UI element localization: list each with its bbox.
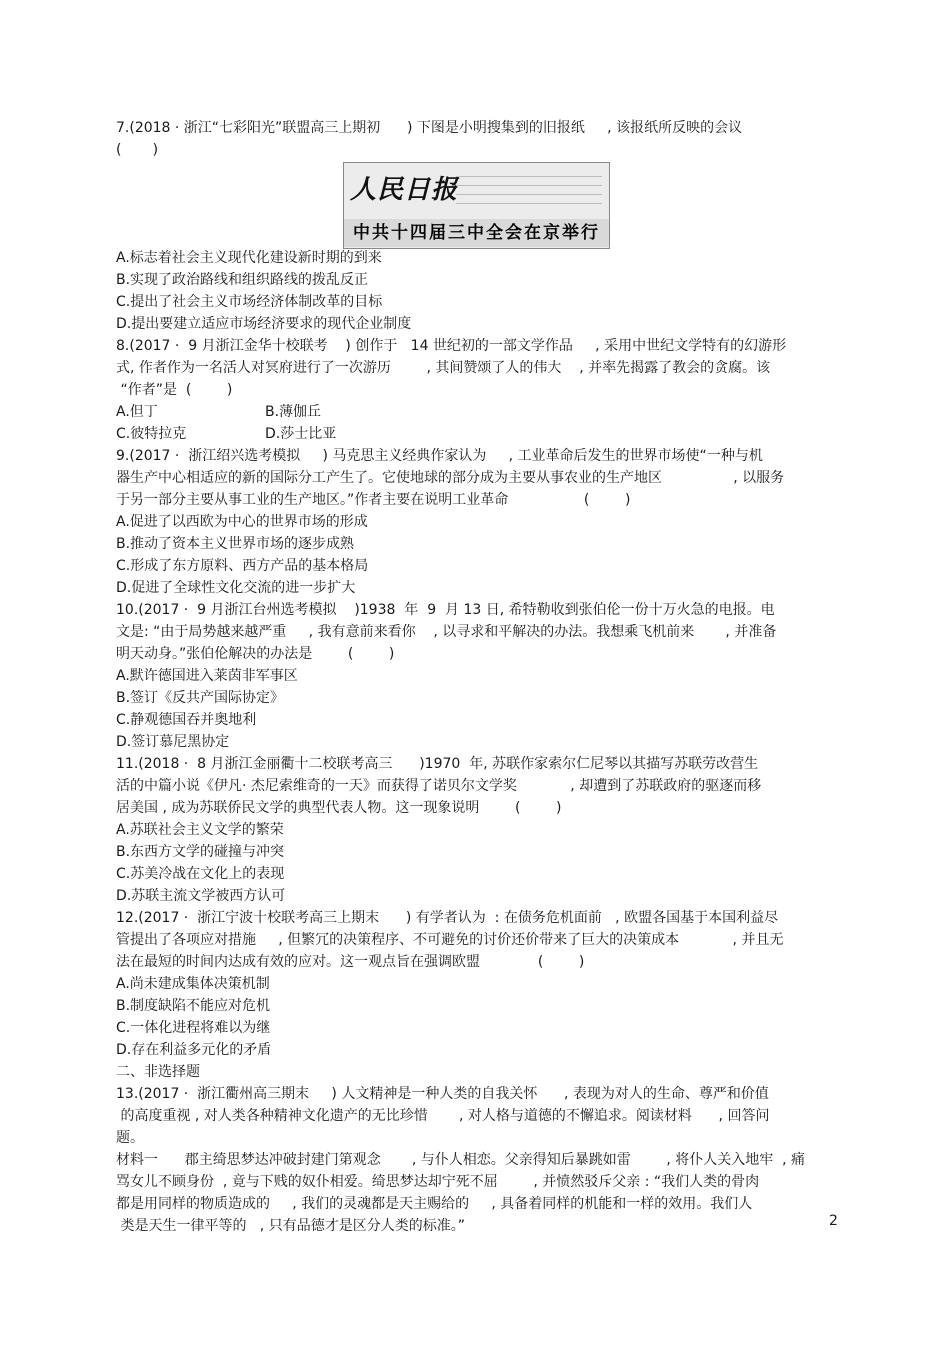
q13-stem-line-2: 的高度重视 , 对人类各种精神文化遗产的无比珍惜 , 对人格与道德的不懈追求。阅读材料 , 回答问 [116,1108,770,1124]
newspaper-masthead: 人民日报 [350,175,459,205]
q8-option-c: C.彼特拉克 [116,426,187,442]
q10-option-a: A.默许德国进入莱茵非军事区 [116,668,298,684]
newspaper-headline: 中共十四届三中全会在京举行 [344,219,609,247]
q9-option-a: A.促进了以西欧为中心的世界市场的形成 [116,514,368,530]
q9-option-c: C.形成了东方原料、西方产品的基本格局 [116,558,369,574]
q10-stem-line-3: 明天动身。”张伯伦解决的办法是 ( ) [116,646,395,662]
q12-stem-line-2: 管提出了各项应对措施 , 但繁冗的决策程序、不可避免的讨价还价带来了巨大的决策成本 , 并且无 [116,932,784,948]
q9-stem-line-2: 器生产中心相适应的新的国际分工产生了。它使地球的部分成为主要从事农业的生产地区 , 以服务 [116,470,785,486]
q10-stem-line-2: 文是: “由于局势越来越严重 , 我有意前来看你 , 以寻求和平解决的办法。我想乘飞机前来 , 并准备 [116,624,777,640]
q10-option-d: D.签订慕尼黑协定 [116,734,230,750]
q8-option-a: A.但丁 [116,404,158,420]
q11-option-a: A.苏联社会主义文学的繁荣 [116,822,284,838]
q13-material-line-4: 类是天生一律平等的 , 只有品德才是区分人类的标准。” [116,1218,465,1234]
q7-option-a: A.标志着社会主义现代化建设新时期的到来 [116,250,382,266]
q7-option-b: B.实现了政治路线和组织路线的拨乱反正 [116,272,369,288]
q13-material-line-2: 骂女儿不顾身份 , 竟与下贱的奴仆相爱。绮思梦达却宁死不屈 , 并愤然驳斥父亲 : “我们人类的骨肉 [116,1174,760,1190]
q8-stem-line-3: “作者”是 ( ) [116,382,233,398]
q13-material-line-3: 都是用同样的物质造成的 , 我们的灵魂都是天主赐给的 , 具备着同样的机能和一样的效用。我们人 [116,1196,753,1212]
q11-option-d: D.苏联主流文学被西方认可 [116,888,286,904]
q12-option-c: C.一体化进程将难以为继 [116,1020,271,1036]
q8-option-d: D.莎士比亚 [265,426,337,442]
q9-stem-line-3: 于另一部分主要从事工业的生产地区。”作者主要在说明工业革命 ( ) [116,492,631,508]
q11-stem-line-2: 活的中篇小说《伊凡· 杰尼索维奇的一天》而获得了诺贝尔文学奖 , 却遭到了苏联政府的驱逐而移 [116,778,762,794]
q13-material-line-1: 材料一 郡主绮思梦达冲破封建门第观念 , 与仆人相恋。父亲得知后暴跳如雷 , 将仆人关入地牢 , 痛 [116,1152,806,1168]
q12-stem-line-3: 法在最短的时间内达成有效的应对。这一观点旨在强调欧盟 ( ) [116,954,585,970]
q12-stem-line-1: 12.(2017 · 浙江宁波十校联考高三上期末 ) 有学者认为 : 在债务危机面前 , 欧盟各国基于本国利益尽 [116,910,779,926]
newspaper-image [343,162,610,249]
page-number: 2 [829,1213,838,1229]
q13-stem-line-3: 题。 [116,1130,144,1146]
q11-option-b: B.东西方文学的碰撞与冲突 [116,844,285,860]
q10-option-b: B.签订《反共产国际协定》 [116,690,285,706]
q8-stem-line-2: 式, 作者作为一名活人对冥府进行了一次游历 , 其间赞颂了人的伟大 , 并率先揭露了教会的贪腐。该 [116,360,771,376]
q11-stem-line-1: 11.(2018 · 8 月浙江金丽衢十二校联考高三 )1970 年, 苏联作家索尔仁尼琴以其描写苏联劳改营生 [116,756,759,772]
q9-option-b: B.推动了资本主义世界市场的逐步成熟 [116,536,355,552]
q13-stem-line-1: 13.(2017 · 浙江衢州高三期末 ) 人文精神是一种人类的自我关怀 , 表现为对人的生命、尊严和价值 [116,1086,769,1102]
q8-option-b: B.薄伽丘 [265,404,322,420]
q11-stem-line-3: 居美国 , 成为苏联侨民文学的典型代表人物。这一现象说明 ( ) [116,800,562,816]
q12-option-b: B.制度缺陷不能应对危机 [116,998,271,1014]
q9-option-d: D.促进了全球性文化交流的进一步扩大 [116,580,356,596]
q11-option-c: C.苏美冷战在文化上的表现 [116,866,285,882]
q9-stem-line-1: 9.(2017 · 浙江绍兴选考模拟 ) 马克思主义经典作家认为 , 工业革命后发生的世界市场使“一种与机 [116,448,763,464]
q12-option-a: A.尚未建成集体决策机制 [116,976,270,992]
q7-option-c: C.提出了社会主义市场经济体制改革的目标 [116,294,383,310]
q10-option-c: C.静观德国吞并奥地利 [116,712,257,728]
section-title: 二、非选择题 [116,1064,200,1080]
newspaper-side-column [456,169,602,209]
q7-stem: 7.(2018 · 浙江“七彩阳光”联盟高三上期初 ) 下图是小明搜集到的旧报纸 , 该报纸所反映的会议 [116,120,743,136]
q8-stem-line-1: 8.(2017 · 9 月浙江金华十校联考 ) 创作于 14 世纪初的一部文学作品 , 采用中世纪文学特有的幻游形 [116,338,787,354]
q10-stem-line-1: 10.(2017 · 9 月浙江台州选考模拟 )1938 年 9 月 13 日, 希特勒收到张伯伦一份十万火急的电报。电 [116,602,775,618]
q7-option-d: D.提出要建立适应市场经济要求的现代企业制度 [116,316,412,332]
q12-option-d: D.存在利益多元化的矛盾 [116,1042,272,1058]
q7-answer-paren: ( ) [116,142,159,158]
